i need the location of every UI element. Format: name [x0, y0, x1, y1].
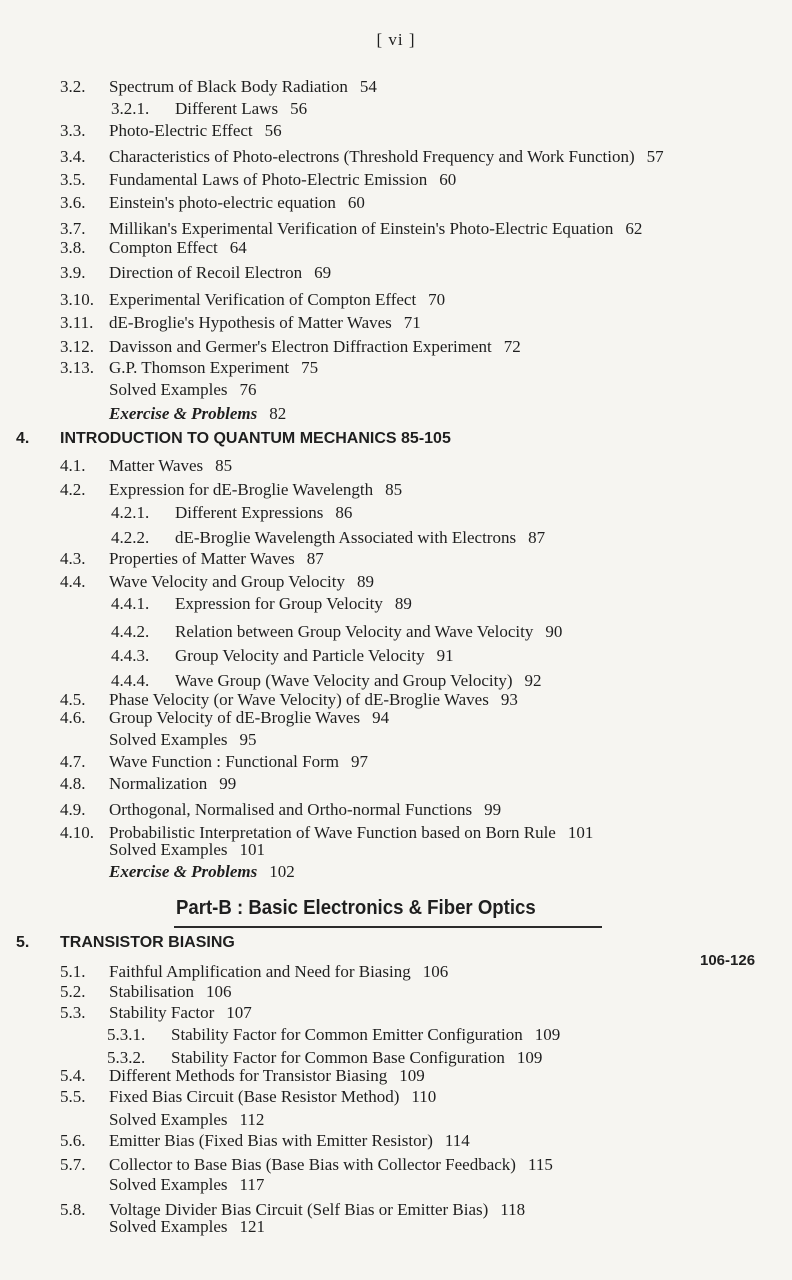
entry-text: Solved Examples: [109, 840, 228, 859]
entry-title: [109, 1003, 252, 1023]
entry-text: Davisson and Germer's Electron Diffraction Experiment: [109, 337, 492, 356]
entry-page: 85: [385, 480, 403, 499]
entry-number: 4.9.: [60, 800, 86, 819]
entry-text: Solved Examples: [109, 1217, 228, 1236]
entry-page: 112: [239, 1110, 265, 1129]
entry-page: 89: [356, 572, 374, 591]
entry-text: Phase Velocity (or Wave Velocity) of dE-Broglie Waves: [109, 690, 489, 709]
entry-text: Different Methods for Transistor Biasing: [109, 1066, 388, 1085]
entry-page: 87: [306, 549, 324, 568]
entry-page: 70: [428, 290, 446, 309]
entry-page: 71: [403, 313, 421, 332]
entry-text: Exercise & Problems: [109, 862, 258, 881]
entry-page: 75: [301, 358, 319, 377]
entry-title: [109, 313, 421, 333]
entry-text: Properties of Matter Waves: [109, 549, 295, 568]
chapter-5-title: TRANSISTOR BIASING: [60, 934, 235, 951]
entry-number: 5.1.: [60, 962, 86, 981]
entry-title: [109, 982, 232, 1002]
chapter-4-title: INTRODUCTION TO QUANTUM MECHANICS 85-105: [60, 430, 451, 447]
entry-title: [109, 147, 664, 167]
entry-number: 4.1.: [60, 456, 86, 475]
entry-page: 117: [239, 1175, 265, 1194]
entry-number: 5.7.: [60, 1155, 86, 1174]
entry-number: 5.6.: [60, 1131, 86, 1150]
entry-page: 95: [239, 730, 257, 749]
page-number: [ vi ]: [376, 30, 416, 49]
entry-title: [109, 358, 318, 378]
entry-page: 86: [335, 503, 353, 522]
entry-title: [109, 404, 286, 424]
entry-text: Group Velocity of dE-Broglie Waves: [109, 708, 361, 727]
entry-number: 3.8.: [60, 238, 86, 257]
entry-page: 72: [503, 337, 521, 356]
entry-page: 118: [500, 1200, 526, 1219]
entry-number: 5.5.: [60, 1087, 86, 1106]
entry-title: [109, 170, 456, 190]
entry-title: [109, 1110, 264, 1130]
entry-title: [109, 840, 265, 860]
entry-title: [175, 622, 562, 642]
entry-title: [109, 121, 282, 141]
entry-text: Faithful Amplification and Need for Biasing: [109, 962, 411, 981]
entry-text: Direction of Recoil Electron: [109, 263, 303, 282]
entry-page: 87: [528, 528, 546, 547]
entry-title: [109, 1066, 425, 1086]
entry-text: Photo-Electric Effect: [109, 121, 253, 140]
entry-number: 3.2.: [60, 77, 86, 96]
entry-number: 5.2.: [60, 982, 86, 1001]
entry-text: Emitter Bias (Fixed Bias with Emitter Resistor): [109, 1131, 433, 1150]
part-b-underline: [174, 926, 602, 928]
entry-text: Wave Velocity and Group Velocity: [109, 572, 345, 591]
entry-number: 4.5.: [60, 690, 86, 709]
entry-text: Stabilisation: [109, 982, 194, 1001]
entry-number: 3.13.: [60, 358, 94, 377]
entry-page: 82: [269, 404, 287, 423]
entry-text: Probabilistic Interpretation of Wave Function based on Born Rule: [109, 823, 556, 842]
part-b-heading: Part-B : Basic Electronics & Fiber Optics: [176, 897, 536, 919]
entry-number: 3.11.: [60, 313, 94, 332]
entry-page: 85: [215, 456, 233, 475]
entry-text: Expression for dE-Broglie Wavelength: [109, 480, 374, 499]
entry-page: 110: [411, 1087, 437, 1106]
entry-title: [175, 646, 454, 666]
entry-title: [109, 1087, 436, 1107]
entry-title: [109, 219, 642, 239]
entry-text: Solved Examples: [109, 730, 228, 749]
entry-number: 4.4.2.: [111, 622, 150, 641]
entry-page: 91: [436, 646, 454, 665]
entry-page: 114: [444, 1131, 470, 1150]
entry-title: [109, 800, 501, 820]
entry-text: Fundamental Laws of Photo-Electric Emission: [109, 170, 428, 189]
entry-number: 4.10.: [60, 823, 94, 842]
entry-number: 3.12.: [60, 337, 94, 356]
entry-page: 64: [229, 238, 247, 257]
entry-number: 4.7.: [60, 752, 86, 771]
entry-title: [109, 774, 236, 794]
entry-number: 4.4.4.: [111, 671, 150, 690]
entry-page: 107: [226, 1003, 252, 1022]
entry-page: 56: [264, 121, 282, 140]
entry-page: 109: [399, 1066, 425, 1085]
entry-title: [109, 238, 247, 258]
entry-page: 94: [372, 708, 390, 727]
entry-number: 3.9.: [60, 263, 86, 282]
entry-text: Group Velocity and Particle Velocity: [175, 646, 425, 665]
chapter-5-page-range: 106-126: [700, 952, 756, 969]
entry-title: [109, 1131, 470, 1151]
entry-title: [109, 1155, 553, 1175]
chapter-5-number: 5.: [16, 934, 30, 951]
entry-page: 109: [516, 1048, 543, 1067]
entry-page: 90: [545, 622, 563, 641]
entry-page: 109: [534, 1025, 561, 1044]
entry-text: Voltage Divider Bias Circuit (Self Bias or Emitter Bias): [109, 1200, 489, 1219]
entry-number: 4.4.: [60, 572, 86, 591]
entry-number: 4.6.: [60, 708, 86, 727]
entry-title: [175, 594, 412, 614]
entry-page: 121: [239, 1217, 266, 1236]
entry-page: 106: [206, 982, 232, 1001]
entry-text: Different Laws: [175, 99, 279, 118]
entry-page: 92: [524, 671, 542, 690]
entry-page: 69: [314, 263, 332, 282]
entry-text: dE-Broglie's Hypothesis of Matter Waves: [109, 313, 392, 332]
entry-title: [109, 549, 324, 569]
entry-number: 3.4.: [60, 147, 86, 166]
entry-text: Solved Examples: [109, 1175, 228, 1194]
entry-page: 76: [239, 380, 257, 399]
entry-title: [109, 708, 389, 728]
entry-title: [171, 1048, 542, 1068]
entry-number: 4.8.: [60, 774, 86, 793]
entry-text: Compton Effect: [109, 238, 218, 257]
entry-page: 99: [219, 774, 237, 793]
entry-title: [109, 456, 232, 476]
entry-number: 3.6.: [60, 193, 86, 212]
entry-page: 99: [484, 800, 502, 819]
entry-number: 3.7.: [60, 219, 86, 238]
entry-title: [109, 690, 518, 710]
entry-page: 97: [351, 752, 368, 771]
entry-title: [175, 99, 307, 119]
entry-text: Expression for Group Velocity: [175, 594, 383, 613]
entry-number: 4.2.2.: [111, 528, 150, 547]
entry-title: [109, 962, 448, 982]
entry-title: [109, 263, 331, 283]
entry-text: Experimental Verification of Compton Effect: [109, 290, 417, 309]
entry-number: 4.3.: [60, 549, 86, 568]
entry-page: 60: [439, 170, 457, 189]
entry-page: 56: [290, 99, 308, 118]
entry-page: 93: [500, 690, 518, 709]
entry-title: [175, 503, 352, 523]
entry-number: 5.3.: [60, 1003, 86, 1022]
entry-text: Wave Group (Wave Velocity and Group Velocity): [175, 671, 513, 690]
entry-number: 4.4.1.: [111, 594, 150, 613]
entry-text: Fixed Bias Circuit (Base Resistor Method): [109, 1087, 400, 1106]
entry-title: [175, 671, 542, 691]
entry-number: 3.2.1.: [111, 99, 150, 118]
entry-text: Different Expressions: [175, 503, 324, 522]
entry-text: Collector to Base Bias (Base Bias with Collector Feedback): [109, 1155, 516, 1174]
entry-title: [109, 77, 377, 97]
entry-number: 3.5.: [60, 170, 86, 189]
entry-text: Spectrum of Black Body Radiation: [109, 77, 348, 96]
entry-title: [109, 337, 521, 357]
entry-page: 60: [347, 193, 365, 212]
entry-text: dE-Broglie Wavelength Associated with Electrons: [175, 528, 517, 547]
entry-title: [109, 730, 257, 750]
entry-title: [109, 193, 365, 213]
entry-title: [175, 528, 545, 548]
entry-page: 62: [625, 219, 643, 238]
entry-title: [171, 1025, 560, 1045]
entry-title: [109, 862, 295, 882]
entry-number: 4.4.3.: [111, 646, 150, 665]
entry-text: Einstein's photo-electric equation: [109, 193, 336, 212]
entry-text: Exercise & Problems: [109, 404, 258, 423]
entry-page: 101: [567, 823, 594, 842]
entry-text: G.P. Thomson Experiment: [109, 358, 290, 377]
entry-page: 102: [269, 862, 295, 881]
entry-number: 5.8.: [60, 1200, 86, 1219]
entry-text: Solved Examples: [109, 380, 228, 399]
entry-text: Stability Factor for Common Base Configuration: [171, 1048, 505, 1067]
entry-text: Solved Examples: [109, 1110, 228, 1129]
entry-number: 3.10.: [60, 290, 94, 309]
entry-text: Matter Waves: [109, 456, 204, 475]
entry-text: Wave Function : Functional Form: [109, 752, 339, 771]
entry-text: Normalization: [109, 774, 208, 793]
entry-number: 5.3.2.: [107, 1048, 146, 1067]
entry-page: 115: [527, 1155, 553, 1174]
entry-text: Millikan's Experimental Verification of Einstein's Photo-Electric Equation: [109, 219, 614, 238]
entry-page: 89: [394, 594, 412, 613]
entry-number: 4.2.1.: [111, 503, 150, 522]
entry-text: Stability Factor for Common Emitter Configuration: [171, 1025, 523, 1044]
entry-title: [109, 752, 368, 772]
entry-title: [109, 1175, 264, 1195]
entry-text: Relation between Group Velocity and Wave Velocity: [175, 622, 534, 641]
entry-number: 4.2.: [60, 480, 86, 499]
entry-number: 5.3.1.: [107, 1025, 146, 1044]
chapter-4-number: 4.: [16, 430, 30, 447]
entry-title: [109, 1217, 265, 1237]
entry-text: Stability Factor: [109, 1003, 215, 1022]
entry-title: [109, 380, 257, 400]
entry-title: [109, 290, 445, 310]
entry-number: 3.3.: [60, 121, 86, 140]
entry-text: Characteristics of Photo-electrons (Threshold Frequency and Work Function): [109, 147, 635, 166]
entry-page: 101: [239, 840, 266, 859]
entry-page: 106: [422, 962, 449, 981]
entry-title: [109, 480, 402, 500]
entry-title: [109, 572, 374, 592]
entry-number: 5.4.: [60, 1066, 86, 1085]
entry-text: Orthogonal, Normalised and Ortho-normal Functions: [109, 800, 473, 819]
entry-page: 54: [359, 77, 377, 96]
entry-page: 57: [646, 147, 664, 166]
